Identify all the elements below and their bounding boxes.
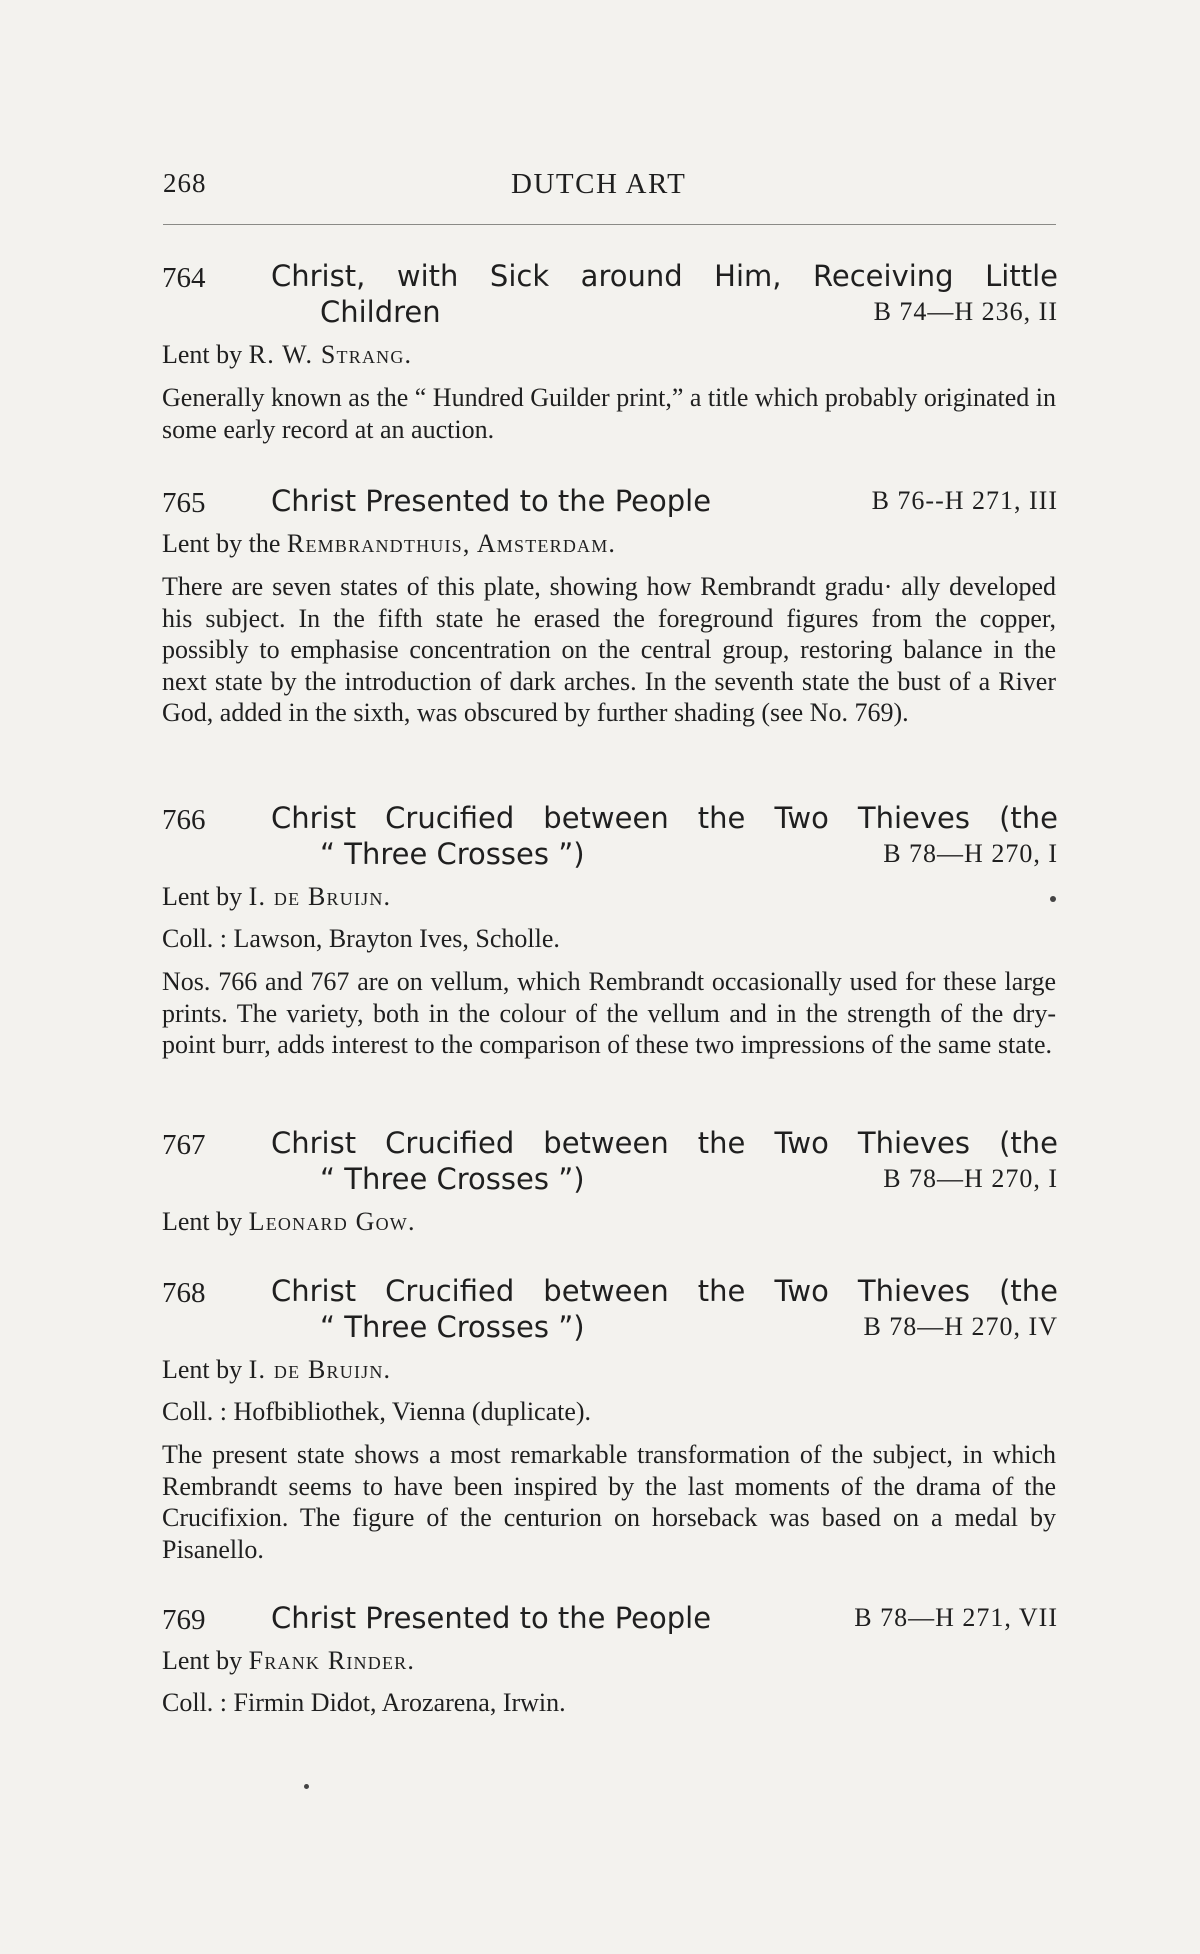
entry-title-line2: [320, 1161, 1058, 1197]
entry-title-line1: Christ Crucified between the Two Thieves (the: [271, 1274, 1058, 1308]
entry-number: 768: [162, 1277, 206, 1309]
lent-prefix: Lent by: [162, 1207, 243, 1236]
entry-reference: B 76--H 271, III: [871, 486, 1058, 515]
entry-heading: [158, 1125, 1058, 1197]
entry-title-continued: Children: [320, 295, 441, 329]
lent-prefix: Lent by: [162, 340, 243, 369]
entry-number: 765: [162, 487, 206, 519]
catalogue-entry-764: [158, 258, 1058, 445]
lent-prefix: Lent by: [162, 1355, 243, 1384]
catalogue-entry-766: [158, 800, 1058, 1061]
lender-name: R. W. Strang.: [248, 340, 413, 369]
entry-title-line2: [320, 294, 1058, 330]
catalogue-entry-768: [158, 1273, 1058, 1565]
collection-line: Coll. : Firmin Didot, Arozarena, Irwin.: [162, 1688, 566, 1717]
entry-title-line1: [271, 483, 1058, 519]
entry-title-line1: Christ, with Sick around Him, Receiving Little: [271, 259, 1058, 293]
lender-line: [162, 1205, 1058, 1239]
lender-line: [162, 1644, 1058, 1678]
entry-reference: B 74—H 236, II: [873, 297, 1058, 326]
entry-reference: B 78—H 270, I: [883, 1164, 1058, 1193]
lender-name: I. de Bruijn.: [248, 1355, 392, 1384]
ink-speck: [1050, 896, 1056, 902]
entry-title: Christ Presented to the People: [271, 1601, 712, 1635]
lender-line: [162, 880, 1058, 914]
ink-speck: [304, 1784, 309, 1789]
entry-number: 766: [162, 804, 206, 836]
lent-prefix: Lent by: [162, 882, 243, 911]
page-number: 268: [163, 168, 207, 198]
page-header: [158, 164, 1056, 204]
entry-heading: [158, 1600, 1058, 1636]
lender-name: Leonard Gow.: [248, 1207, 416, 1236]
lent-prefix: Lent by: [162, 1646, 243, 1675]
lender-name: I. de Bruijn.: [248, 882, 392, 911]
lender-line: [162, 1353, 1058, 1387]
running-title: DUTCH ART: [511, 168, 687, 200]
entry-note: Nos. 766 and 767 are on vellum, which Rembrandt occasionally used for these large prints. The variety, both in the colour of the vellum and in the strength of the dry-point burr, adds interest to the comparison of these two impressions of the same state.: [162, 967, 1056, 1059]
lender-name: Rembrandthuis, Amsterdam.: [286, 529, 617, 558]
catalogue-entry-765: [158, 483, 1058, 729]
lender-line: [162, 527, 1058, 561]
entry-number: 767: [162, 1129, 206, 1161]
collection-line: Coll. : Lawson, Brayton Ives, Scholle.: [162, 924, 560, 953]
entry-note: The present state shows a most remarkable transformation of the subject, in which Rembrandt seems to have been inspired by the last moments of the drama of the Crucifixion. The figure of the centurion on horseback was based on a medal by Pisanello.: [162, 1440, 1056, 1564]
entry-number: 764: [162, 262, 206, 294]
entry-reference: B 78—H 270, IV: [863, 1312, 1058, 1341]
book-page: [158, 0, 1056, 1954]
entry-reference: B 78—H 270, I: [883, 839, 1058, 868]
entry-reference: B 78—H 271, VII: [854, 1603, 1058, 1632]
catalogue-entry-767: [158, 1125, 1058, 1239]
entry-heading: [158, 483, 1058, 519]
entry-title-continued: “ Three Crosses ”): [320, 1162, 585, 1196]
entry-heading: [158, 258, 1058, 330]
entry-title-line2: [320, 1309, 1058, 1345]
collection-line: Coll. : Hofbibliothek, Vienna (duplicate).: [162, 1397, 592, 1426]
entry-note: There are seven states of this plate, showing how Rembrandt gradu· ally developed his subject. In the fifth state he erased the foreground figures from the copper, possibly to emphasise concentration on the central group, restoring balance in the next state by the introduction of dark arches. In the seventh state the bust of a River God, added in the sixth, was obscured by further shading (see No. 769).: [162, 572, 1056, 727]
entry-title-line1: [271, 1600, 1058, 1636]
catalogue-entry-769: [158, 1600, 1058, 1720]
entry-heading: [158, 800, 1058, 872]
entry-heading: [158, 1273, 1058, 1345]
lender-line: [162, 338, 1058, 372]
lender-name: Frank Rinder.: [248, 1646, 416, 1675]
entry-title-continued: “ Three Crosses ”): [320, 837, 585, 871]
entry-title-line1: Christ Crucified between the Two Thieves (the: [271, 1126, 1058, 1160]
entry-number: 769: [162, 1604, 206, 1636]
entry-title-line1: Christ Crucified between the Two Thieves (the: [271, 801, 1058, 835]
header-rule: [163, 224, 1056, 225]
entry-title-continued: “ Three Crosses ”): [320, 1310, 585, 1344]
entry-title-line2: [320, 836, 1058, 872]
lent-prefix: Lent by the: [162, 529, 281, 558]
entry-note: Generally known as the “ Hundred Guilder print,” a title which probably originated in some early record at an auction.: [162, 383, 1056, 444]
entry-title: Christ Presented to the People: [271, 484, 712, 518]
